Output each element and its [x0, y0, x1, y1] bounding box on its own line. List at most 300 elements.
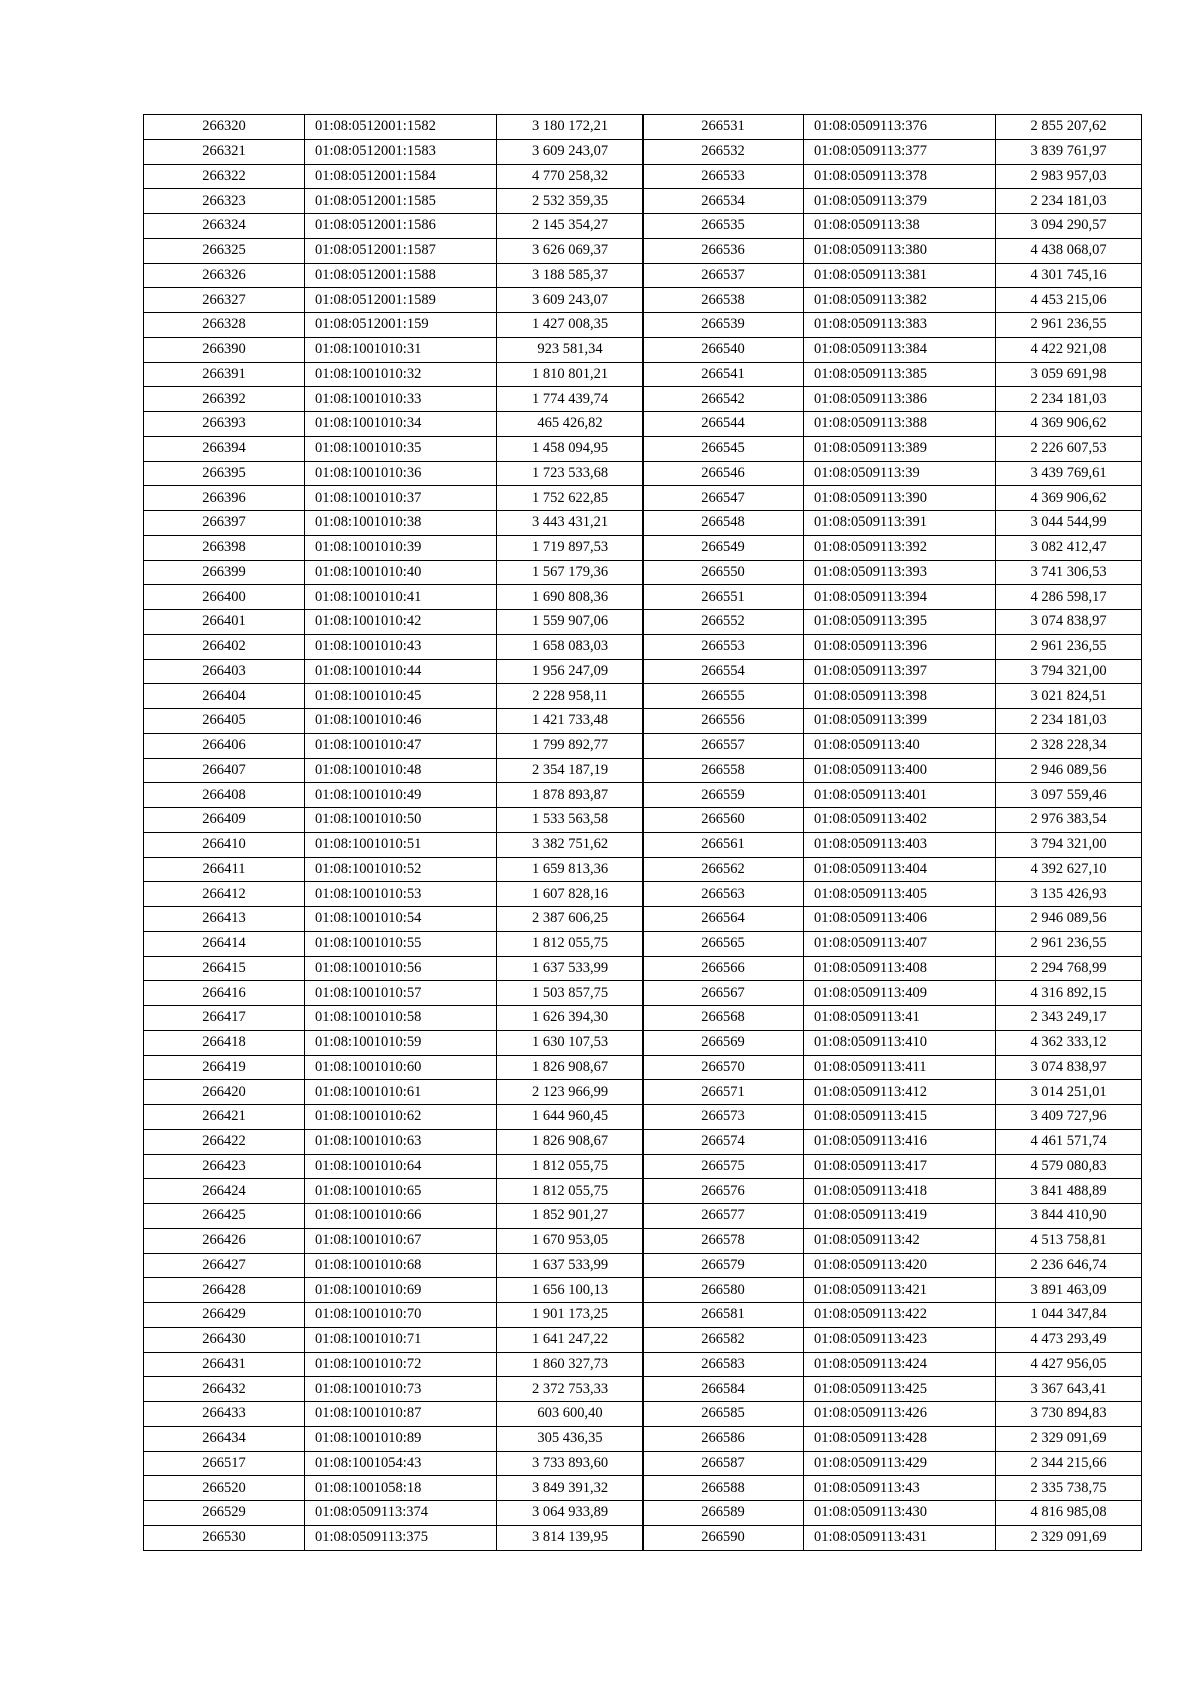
- cadastral-number: 01:08:0509113:416: [804, 1129, 996, 1154]
- row-number: 266569: [643, 1030, 804, 1055]
- row-number: 266586: [643, 1426, 804, 1451]
- row-number: 266414: [144, 931, 305, 956]
- table-row: [643, 1327, 1142, 1352]
- row-number: 266517: [144, 1451, 305, 1476]
- row-number: 266324: [144, 214, 305, 239]
- table-row: [643, 1451, 1142, 1476]
- table-row: [643, 238, 1142, 263]
- cadastral-value: 2 226 607,53: [996, 436, 1142, 461]
- cadastral-value: 2 976 383,54: [996, 808, 1142, 833]
- cadastral-number: 01:08:0512001:159: [305, 313, 497, 338]
- table-row: [643, 1228, 1142, 1253]
- row-number: 266398: [144, 535, 305, 560]
- cadastral-value: 3 794 321,00: [996, 659, 1142, 684]
- table-row: [643, 1426, 1142, 1451]
- row-number: 266432: [144, 1377, 305, 1402]
- cadastral-value: 4 513 758,81: [996, 1228, 1142, 1253]
- row-number: 266585: [643, 1402, 804, 1427]
- table-row: [643, 189, 1142, 214]
- cadastral-value: 1 956 247,09: [497, 659, 644, 684]
- cadastral-number: 01:08:1001010:54: [305, 907, 497, 932]
- table-row: [643, 313, 1142, 338]
- cadastral-value: 1 878 893,87: [497, 783, 644, 808]
- table-row: [144, 832, 644, 857]
- table-row: [144, 1030, 644, 1055]
- row-number: 266583: [643, 1352, 804, 1377]
- row-number: 266547: [643, 486, 804, 511]
- cadastral-value: 1 812 055,75: [497, 1179, 644, 1204]
- row-number: 266416: [144, 981, 305, 1006]
- row-number: 266395: [144, 461, 305, 486]
- row-number: 266321: [144, 139, 305, 164]
- row-number: 266406: [144, 733, 305, 758]
- cadastral-value: 3 439 769,61: [996, 461, 1142, 486]
- row-number: 266419: [144, 1055, 305, 1080]
- cadastral-number: 01:08:0509113:390: [804, 486, 996, 511]
- cadastral-value: 2 294 768,99: [996, 956, 1142, 981]
- table-row: [643, 1303, 1142, 1328]
- cadastral-number: 01:08:1001010:67: [305, 1228, 497, 1253]
- cadastral-value: 4 392 627,10: [996, 857, 1142, 882]
- cadastral-value: 1 812 055,75: [497, 1154, 644, 1179]
- row-number: 266542: [643, 387, 804, 412]
- cadastral-number: 01:08:0512001:1588: [305, 263, 497, 288]
- table-row: [144, 1204, 644, 1229]
- row-number: 266413: [144, 907, 305, 932]
- cadastral-value: 4 316 892,15: [996, 981, 1142, 1006]
- row-number: 266577: [643, 1204, 804, 1229]
- cadastral-number: 01:08:0509113:392: [804, 535, 996, 560]
- cadastral-value: 4 369 906,62: [996, 412, 1142, 437]
- table-row: [643, 139, 1142, 164]
- cadastral-number: 01:08:0509113:397: [804, 659, 996, 684]
- row-number: 266559: [643, 783, 804, 808]
- cadastral-value: 4 770 258,32: [497, 164, 644, 189]
- table-row: [643, 263, 1142, 288]
- row-number: 266404: [144, 684, 305, 709]
- cadastral-number: 01:08:0509113:378: [804, 164, 996, 189]
- row-number: 266415: [144, 956, 305, 981]
- cadastral-value: 2 123 966,99: [497, 1080, 644, 1105]
- row-number: 266534: [643, 189, 804, 214]
- table-row: [144, 214, 644, 239]
- row-number: 266549: [643, 535, 804, 560]
- cadastral-number: 01:08:1001010:62: [305, 1105, 497, 1130]
- cadastral-value: 3 733 893,60: [497, 1451, 644, 1476]
- cadastral-number: 01:08:1001010:51: [305, 832, 497, 857]
- row-number: 266410: [144, 832, 305, 857]
- cadastral-number: 01:08:1001010:45: [305, 684, 497, 709]
- cadastral-number: 01:08:1001010:64: [305, 1154, 497, 1179]
- row-number: 266393: [144, 412, 305, 437]
- cadastral-number: 01:08:0509113:410: [804, 1030, 996, 1055]
- cadastral-number: 01:08:1001010:41: [305, 585, 497, 610]
- table-row: [643, 436, 1142, 461]
- cadastral-number: 01:08:0509113:418: [804, 1179, 996, 1204]
- cadastral-number: 01:08:0512001:1583: [305, 139, 497, 164]
- row-number: 266431: [144, 1352, 305, 1377]
- row-number: 266403: [144, 659, 305, 684]
- table-row: [643, 1055, 1142, 1080]
- row-number: 266421: [144, 1105, 305, 1130]
- row-number: 266565: [643, 931, 804, 956]
- cadastral-value: 1 421 733,48: [497, 709, 644, 734]
- cadastral-value: 1 427 008,35: [497, 313, 644, 338]
- cadastral-number: 01:08:0509113:429: [804, 1451, 996, 1476]
- row-number: 266433: [144, 1402, 305, 1427]
- cadastral-number: 01:08:0509113:412: [804, 1080, 996, 1105]
- row-number: 266581: [643, 1303, 804, 1328]
- cadastral-number: 01:08:0509113:430: [804, 1501, 996, 1526]
- cadastral-number: 01:08:1001054:43: [305, 1451, 497, 1476]
- cadastral-number: 01:08:0509113:400: [804, 758, 996, 783]
- cadastral-number: 01:08:1001010:65: [305, 1179, 497, 1204]
- row-number: 266394: [144, 436, 305, 461]
- cadastral-number: 01:08:0509113:381: [804, 263, 996, 288]
- table-row: [144, 436, 644, 461]
- row-number: 266582: [643, 1327, 804, 1352]
- table-row: [643, 634, 1142, 659]
- row-number: 266417: [144, 1006, 305, 1031]
- cadastral-value: 3 064 933,89: [497, 1501, 644, 1526]
- table-row: [643, 486, 1142, 511]
- cadastral-number: 01:08:1001010:53: [305, 882, 497, 907]
- row-number: 266400: [144, 585, 305, 610]
- cadastral-number: 01:08:0509113:417: [804, 1154, 996, 1179]
- cadastral-number: 01:08:1001010:34: [305, 412, 497, 437]
- row-number: 266423: [144, 1154, 305, 1179]
- row-number: 266551: [643, 585, 804, 610]
- table-row: [144, 634, 644, 659]
- row-number: 266550: [643, 560, 804, 585]
- table-row: [643, 1253, 1142, 1278]
- table-row: [144, 164, 644, 189]
- cadastral-value: 1 826 908,67: [497, 1055, 644, 1080]
- cadastral-number: 01:08:1001010:63: [305, 1129, 497, 1154]
- table-row: [144, 189, 644, 214]
- cadastral-number: 01:08:0509113:426: [804, 1402, 996, 1427]
- row-number: 266426: [144, 1228, 305, 1253]
- cadastral-value: 4 362 333,12: [996, 1030, 1142, 1055]
- table-row: [144, 263, 644, 288]
- cadastral-number: 01:08:0509113:404: [804, 857, 996, 882]
- table-row: [144, 1129, 644, 1154]
- table-row: [144, 1055, 644, 1080]
- cadastral-number: 01:08:0509113:428: [804, 1426, 996, 1451]
- row-number: 266531: [643, 115, 804, 140]
- cadastral-number: 01:08:1001010:87: [305, 1402, 497, 1427]
- row-number: 266328: [144, 313, 305, 338]
- cadastral-value: 923 581,34: [497, 337, 644, 362]
- cadastral-number: 01:08:0509113:395: [804, 610, 996, 635]
- cadastral-value: 3 097 559,46: [996, 783, 1142, 808]
- row-number: 266532: [643, 139, 804, 164]
- cadastral-number: 01:08:0509113:377: [804, 139, 996, 164]
- cadastral-value: 4 301 745,16: [996, 263, 1142, 288]
- cadastral-value: 3 844 410,90: [996, 1204, 1142, 1229]
- cadastral-value: 1 458 094,95: [497, 436, 644, 461]
- cadastral-number: 01:08:0509113:407: [804, 931, 996, 956]
- cadastral-value: 2 961 236,55: [996, 931, 1142, 956]
- table-row: [643, 535, 1142, 560]
- cadastral-number: 01:08:0509113:421: [804, 1278, 996, 1303]
- cadastral-value: 3 135 426,93: [996, 882, 1142, 907]
- row-number: 266533: [643, 164, 804, 189]
- table-row: [144, 1501, 644, 1526]
- table-row: [643, 733, 1142, 758]
- cadastral-value: 1 607 828,16: [497, 882, 644, 907]
- right-table: [642, 114, 1142, 1551]
- cadastral-number: 01:08:0509113:420: [804, 1253, 996, 1278]
- table-row: [144, 337, 644, 362]
- table-row: [144, 1228, 644, 1253]
- table-row: [643, 164, 1142, 189]
- cadastral-value: 3 443 431,21: [497, 511, 644, 536]
- cadastral-number: 01:08:0509113:411: [804, 1055, 996, 1080]
- row-number: 266590: [643, 1525, 804, 1550]
- cadastral-value: 1 723 533,68: [497, 461, 644, 486]
- table-row: [144, 1451, 644, 1476]
- cadastral-value: 1 658 083,03: [497, 634, 644, 659]
- cadastral-number: 01:08:1001010:36: [305, 461, 497, 486]
- row-number: 266529: [144, 1501, 305, 1526]
- cadastral-value: 1 637 533,99: [497, 1253, 644, 1278]
- table-row: [643, 362, 1142, 387]
- cadastral-value: 3 841 488,89: [996, 1179, 1142, 1204]
- cadastral-number: 01:08:1001010:58: [305, 1006, 497, 1031]
- cadastral-value: 3 839 761,97: [996, 139, 1142, 164]
- table-row: [144, 733, 644, 758]
- row-number: 266407: [144, 758, 305, 783]
- cadastral-value: 3 082 412,47: [996, 535, 1142, 560]
- cadastral-number: 01:08:0512001:1586: [305, 214, 497, 239]
- table-row: [643, 585, 1142, 610]
- table-row: [643, 709, 1142, 734]
- cadastral-value: 3 730 894,83: [996, 1402, 1142, 1427]
- cadastral-value: 2 234 181,03: [996, 709, 1142, 734]
- cadastral-number: 01:08:0509113:388: [804, 412, 996, 437]
- cadastral-value: 2 946 089,56: [996, 758, 1142, 783]
- cadastral-number: 01:08:0509113:41: [804, 1006, 996, 1031]
- table-row: [643, 1278, 1142, 1303]
- row-number: 266589: [643, 1501, 804, 1526]
- table-row: [144, 981, 644, 1006]
- table-row: [643, 1352, 1142, 1377]
- table-row: [144, 931, 644, 956]
- row-number: 266555: [643, 684, 804, 709]
- cadastral-number: 01:08:1001010:46: [305, 709, 497, 734]
- cadastral-value: 1 641 247,22: [497, 1327, 644, 1352]
- table-row: [643, 808, 1142, 833]
- cadastral-number: 01:08:1001010:56: [305, 956, 497, 981]
- cadastral-number: 01:08:1001010:37: [305, 486, 497, 511]
- table-row: [643, 931, 1142, 956]
- cadastral-number: 01:08:1001010:55: [305, 931, 497, 956]
- row-number: 266422: [144, 1129, 305, 1154]
- row-number: 266562: [643, 857, 804, 882]
- cadastral-number: 01:08:0509113:376: [804, 115, 996, 140]
- cadastral-number: 01:08:0509113:399: [804, 709, 996, 734]
- cadastral-number: 01:08:0509113:431: [804, 1525, 996, 1550]
- row-number: 266429: [144, 1303, 305, 1328]
- cadastral-value: 1 630 107,53: [497, 1030, 644, 1055]
- table-row: [144, 1402, 644, 1427]
- table-row: [643, 412, 1142, 437]
- right-table-body: [643, 115, 1142, 1551]
- cadastral-number: 01:08:1001010:42: [305, 610, 497, 635]
- table-row: [643, 1080, 1142, 1105]
- cadastral-value: 1 826 908,67: [497, 1129, 644, 1154]
- table-row: [144, 535, 644, 560]
- cadastral-number: 01:08:0509113:42: [804, 1228, 996, 1253]
- cadastral-number: 01:08:1001010:49: [305, 783, 497, 808]
- cadastral-value: 1 860 327,73: [497, 1352, 644, 1377]
- row-number: 266408: [144, 783, 305, 808]
- row-number: 266411: [144, 857, 305, 882]
- row-number: 266530: [144, 1525, 305, 1550]
- cadastral-number: 01:08:0509113:43: [804, 1476, 996, 1501]
- cadastral-number: 01:08:0509113:394: [804, 585, 996, 610]
- cadastral-value: 1 719 897,53: [497, 535, 644, 560]
- cadastral-number: 01:08:1001010:70: [305, 1303, 497, 1328]
- table-row: [643, 115, 1142, 140]
- row-number: 266570: [643, 1055, 804, 1080]
- row-number: 266327: [144, 288, 305, 313]
- cadastral-number: 01:08:1001010:72: [305, 1352, 497, 1377]
- table-row: [643, 337, 1142, 362]
- cadastral-number: 01:08:0509113:385: [804, 362, 996, 387]
- row-number: 266548: [643, 511, 804, 536]
- row-number: 266424: [144, 1179, 305, 1204]
- cadastral-number: 01:08:1001010:71: [305, 1327, 497, 1352]
- cadastral-value: 1 567 179,36: [497, 560, 644, 585]
- row-number: 266325: [144, 238, 305, 263]
- cadastral-value: 1 559 907,06: [497, 610, 644, 635]
- cadastral-value: 1 812 055,75: [497, 931, 644, 956]
- row-number: 266412: [144, 882, 305, 907]
- cadastral-value: 2 983 957,03: [996, 164, 1142, 189]
- row-number: 266561: [643, 832, 804, 857]
- cadastral-number: 01:08:0509113:398: [804, 684, 996, 709]
- cadastral-value: 2 855 207,62: [996, 115, 1142, 140]
- row-number: 266546: [643, 461, 804, 486]
- cadastral-value: 3 409 727,96: [996, 1105, 1142, 1130]
- table-row: [643, 1476, 1142, 1501]
- cadastral-value: 1 637 533,99: [497, 956, 644, 981]
- cadastral-value: 2 343 249,17: [996, 1006, 1142, 1031]
- table-row: [144, 882, 644, 907]
- cadastral-value: 4 461 571,74: [996, 1129, 1142, 1154]
- cadastral-value: 1 626 394,30: [497, 1006, 644, 1031]
- row-number: 266560: [643, 808, 804, 833]
- table-row: [144, 808, 644, 833]
- cadastral-number: 01:08:0509113:401: [804, 783, 996, 808]
- row-number: 266558: [643, 758, 804, 783]
- table-row: [643, 1030, 1142, 1055]
- cadastral-value: 3 180 172,21: [497, 115, 644, 140]
- row-number: 266575: [643, 1154, 804, 1179]
- cadastral-number: 01:08:0509113:386: [804, 387, 996, 412]
- cadastral-number: 01:08:0509113:389: [804, 436, 996, 461]
- table-row: [643, 758, 1142, 783]
- row-number: 266409: [144, 808, 305, 833]
- table-row: [144, 907, 644, 932]
- row-number: 266326: [144, 263, 305, 288]
- cadastral-number: 01:08:0509113:423: [804, 1327, 996, 1352]
- cadastral-number: 01:08:0509113:422: [804, 1303, 996, 1328]
- cadastral-value: 2 236 646,74: [996, 1253, 1142, 1278]
- cadastral-value: 4 422 921,08: [996, 337, 1142, 362]
- cadastral-value: 3 626 069,37: [497, 238, 644, 263]
- cadastral-number: 01:08:1001010:60: [305, 1055, 497, 1080]
- cadastral-value: 4 286 598,17: [996, 585, 1142, 610]
- table-row: [144, 139, 644, 164]
- cadastral-value: 4 816 985,08: [996, 1501, 1142, 1526]
- table-row: [144, 758, 644, 783]
- row-number: 266420: [144, 1080, 305, 1105]
- table-row: [144, 313, 644, 338]
- row-number: 266587: [643, 1451, 804, 1476]
- cadastral-value: 1 044 347,84: [996, 1303, 1142, 1328]
- row-number: 266563: [643, 882, 804, 907]
- table-row: [643, 1105, 1142, 1130]
- cadastral-number: 01:08:1001058:18: [305, 1476, 497, 1501]
- cadastral-value: 2 228 958,11: [497, 684, 644, 709]
- cadastral-value: 2 234 181,03: [996, 189, 1142, 214]
- table-row: [144, 1179, 644, 1204]
- table-row: [144, 1303, 644, 1328]
- cadastral-number: 01:08:0512001:1582: [305, 115, 497, 140]
- cadastral-number: 01:08:1001010:43: [305, 634, 497, 659]
- row-number: 266397: [144, 511, 305, 536]
- table-row: [144, 1154, 644, 1179]
- row-number: 266405: [144, 709, 305, 734]
- cadastral-value: 3 849 391,32: [497, 1476, 644, 1501]
- table-row: [144, 1080, 644, 1105]
- table-row: [643, 907, 1142, 932]
- row-number: 266578: [643, 1228, 804, 1253]
- table-row: [643, 288, 1142, 313]
- table-row: [643, 1402, 1142, 1427]
- cadastral-number: 01:08:0509113:383: [804, 313, 996, 338]
- row-number: 266556: [643, 709, 804, 734]
- cadastral-value: 2 946 089,56: [996, 907, 1142, 932]
- cadastral-value: 3 367 643,41: [996, 1377, 1142, 1402]
- cadastral-value: 1 752 622,85: [497, 486, 644, 511]
- row-number: 266396: [144, 486, 305, 511]
- cadastral-number: 01:08:1001010:52: [305, 857, 497, 882]
- cadastral-number: 01:08:1001010:61: [305, 1080, 497, 1105]
- table-row: [643, 1179, 1142, 1204]
- cadastral-number: 01:08:1001010:73: [305, 1377, 497, 1402]
- row-number: 266571: [643, 1080, 804, 1105]
- table-row: [643, 956, 1142, 981]
- cadastral-number: 01:08:0509113:384: [804, 337, 996, 362]
- row-number: 266537: [643, 263, 804, 288]
- cadastral-number: 01:08:0509113:374: [305, 1501, 497, 1526]
- cadastral-number: 01:08:0509113:380: [804, 238, 996, 263]
- row-number: 266557: [643, 733, 804, 758]
- cadastral-value: 4 579 080,83: [996, 1154, 1142, 1179]
- cadastral-number: 01:08:1001010:89: [305, 1426, 497, 1451]
- cadastral-number: 01:08:0509113:39: [804, 461, 996, 486]
- row-number: 266320: [144, 115, 305, 140]
- table-row: [643, 1154, 1142, 1179]
- cadastral-value: 3 074 838,97: [996, 610, 1142, 635]
- left-table-body: [144, 115, 644, 1551]
- table-row: [144, 486, 644, 511]
- cadastral-value: 2 387 606,25: [497, 907, 644, 932]
